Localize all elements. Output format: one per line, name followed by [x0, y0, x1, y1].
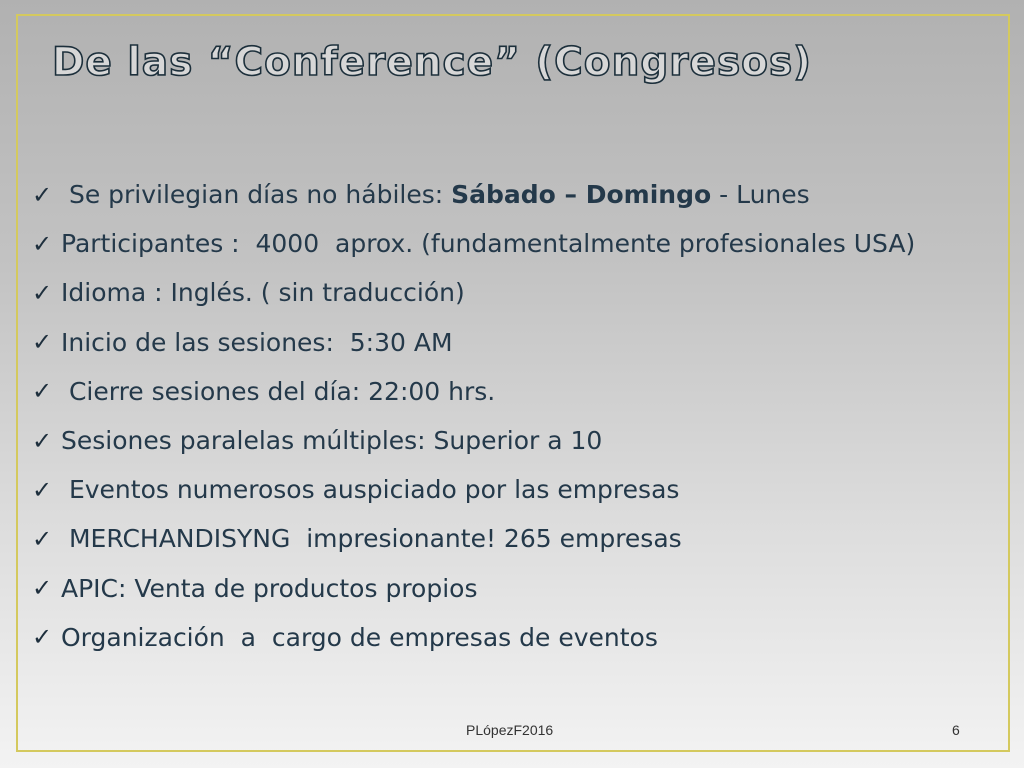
bullet-text: MERCHANDISYNG impresionante! 265 empresas — [61, 524, 682, 554]
bullet-item — [32, 318, 915, 367]
bullet-item — [32, 465, 915, 514]
bullet-text: Cierre sesiones del día: 22:00 hrs. — [61, 376, 496, 406]
bullet-item — [32, 170, 915, 219]
bullet-text-tail: - Lunes — [711, 180, 810, 210]
bullet-item — [32, 268, 915, 317]
bullet-bold-text: Sábado – Domingo — [451, 180, 712, 210]
bullet-item — [32, 613, 915, 662]
bullet-item — [32, 416, 915, 465]
footer-author: PLópezF2016 — [466, 722, 554, 738]
bullet-text: Eventos numerosos auspiciado por las empresas — [61, 475, 680, 505]
check-icon: ✓ — [32, 524, 53, 553]
check-icon: ✓ — [32, 229, 53, 258]
check-icon: ✓ — [32, 328, 53, 357]
bullet-text: Participantes : 4000 aprox. (fundamentalmente profesionales USA) — [61, 229, 916, 259]
bullet-item — [32, 564, 915, 613]
check-icon: ✓ — [32, 426, 53, 455]
check-icon: ✓ — [32, 574, 53, 603]
bullet-item — [32, 219, 915, 268]
bullet-text: APIC: Venta de productos propios — [61, 573, 478, 603]
bullet-text: Inicio de las sesiones: 5:30 AM — [61, 327, 453, 357]
check-icon: ✓ — [32, 623, 53, 652]
bullet-item — [32, 514, 915, 563]
page-number: 6 — [952, 722, 960, 738]
bullet-text: Se privilegian días no hábiles: — [61, 180, 452, 210]
bullet-item — [32, 367, 915, 416]
check-icon: ✓ — [32, 475, 53, 504]
slide-title: De las “Conference” (Congresos) — [52, 40, 812, 85]
bullet-text: Sesiones paralelas múltiples: Superior a 10 — [61, 426, 603, 456]
bullet-list — [32, 170, 915, 662]
bullet-text: Idioma : Inglés. ( sin traducción) — [61, 278, 465, 308]
check-icon: ✓ — [32, 180, 53, 209]
check-icon: ✓ — [32, 377, 53, 406]
bullet-text: Organización a cargo de empresas de eventos — [61, 622, 658, 652]
check-icon: ✓ — [32, 278, 53, 307]
